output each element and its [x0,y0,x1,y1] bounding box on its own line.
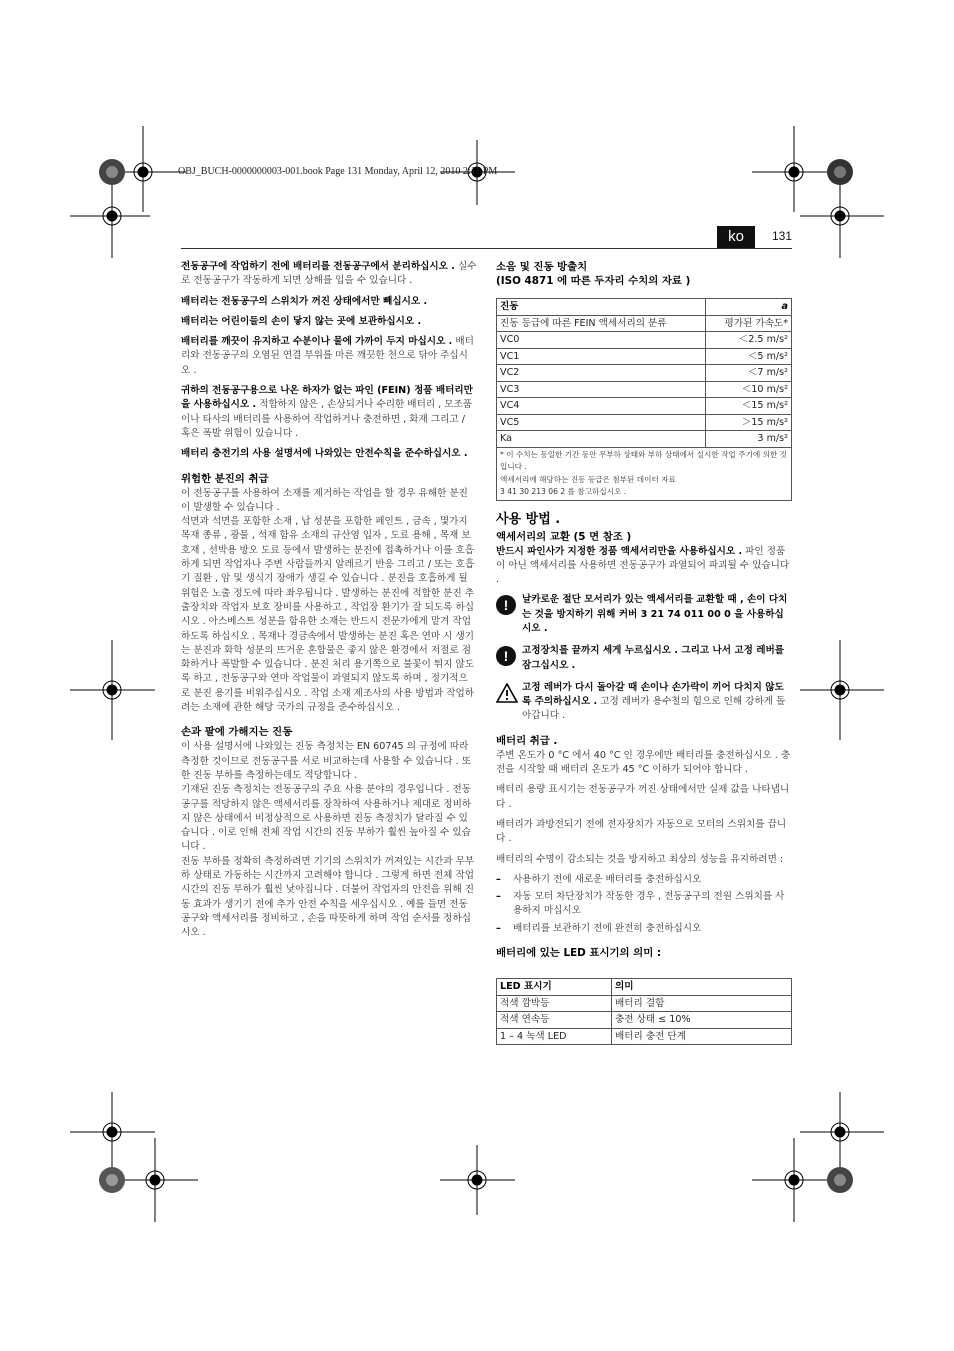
section-heading-usage: 사용 방법 . [496,511,561,527]
table-header-cell: 진동 [497,299,706,316]
body-paragraph: 주변 온도가 0 °C 에서 40 °C 인 경우에만 배터리를 충전하십시오 . 충전을 시작할 때 배터리 온도가 45 °C 이하가 되어야 합니다 . [496,749,791,776]
table-cell: ＞15 m/s² [705,414,791,431]
table-footnote [497,447,792,500]
body-paragraph: 배터리의 수명이 감소되는 것을 방지하고 최상의 성능을 유지하려면 : [496,853,784,865]
table-row [497,995,792,1012]
warning-triangle-icon [496,683,518,703]
table-cell: 평가된 가속도* [705,315,791,332]
body-paragraph: 석면과 석면을 포함한 소재 , 납 성분을 포함한 페인트 , 금속 , 몇가지 목재 종류 , 광물 , 석재 함유 소재의 규산염 입자 , 도료 용해 , 목재 보호재 , 선박용 방오 도료 등에서 발생하는 분진에 접촉하거나 이를 호흡하게 되면 작업자나 주변 사람들까지 알레르기 반응 그리고 / 또는 호흡기 질환 , 암 및 생식기 장애가 생길 수 있습니다 . 분진을 호흡하게 될 위험은 노출 정도에 따라 좌우됩니다 . 발생하는 분진에 적합한 분진 추출장치와 작업자 보호 장비를 사용하고 , 작업장 환기가 잘 되도록 하십시오 . 아스베스트 성분을 함유한 소재는 반드시 전문가에게 맡겨 작업하도록 하십시오 . 목재나 경금속에서 발생하는 분진 혹은 연마 시 생기는 분진과 화학 성분의 뜨거운 혼합물은 좋지 않은 환경에서 저절로 점화하거나 폭발할 수 있습니다 . 분진 처리 용기쪽으로 불꽃이 튀지 않도록 하고 , 전동공구와 연마 작업물이 과열되지 않도록 하며 , 정기적으로 분진 용기를 비워주십시오 . 작업 소재 제조사의 사용 방법과 작업하려는 소재에 관한 해당 국가의 규정을 준수하십시오 . [181,516,475,714]
warning-block [496,644,792,673]
safety-paragraph: 배터리는 전동공구의 스위치가 꺼진 상태에서만 빼십시오 . [181,295,428,307]
table-row [497,431,792,448]
safety-paragraph: 배터리는 어린이들의 손이 닿지 않는 곳에 보관하십시오 . [181,315,422,327]
table-footnote-row [497,447,792,500]
exclamation-icon: ! [496,646,516,666]
right-column [496,260,792,1045]
safety-paragraph: 배터리 충전기의 사용 설명서에 나와있는 안전수칙을 준수하십시오 . [181,448,468,460]
warning-text: 고정장치를 끝까지 세게 누르십시오 . 그리고 나서 고정 레버를 잠그십시오 . [522,645,785,671]
table-cell: ＜10 m/s² [705,381,791,398]
dash-marker: – [496,922,501,934]
list-item: – 사용하기 전에 새로운 배터리를 충전하십시오 [496,873,792,887]
dash-marker: – [496,891,501,903]
footnote-text: * 이 수치는 동일한 기간 동안 무부하 상태와 부하 상태에서 실시한 작업 주기에 의한 것입니다 . [500,449,787,471]
table-row [497,332,792,349]
section-heading-dust: 위험한 분진의 취급 [181,472,269,485]
section-heading-noise-sub: (ISO 4871 에 따른 두자리 수치의 자료 ) [496,275,691,287]
table-row [497,1012,792,1029]
table-cell: ＜7 m/s² [705,365,791,382]
table-header-cell: LED 표시기 [497,979,612,996]
language-tab: ko [717,226,755,248]
warning-block [496,681,792,724]
dash-marker: – [496,873,501,885]
body-paragraph: 배터리가 과방전되기 전에 전자장치가 자동으로 모터의 스위치를 끕니다 . [496,818,787,845]
table-cell: 1 – 4 녹색 LED [497,1028,612,1045]
table-cell: ＜2.5 m/s² [705,332,791,349]
list-item: – 배터리를 보관하기 전에 완전히 충전하십시오 [496,922,792,936]
table-cell: 적색 연속등 [497,1012,612,1029]
table-row [497,398,792,415]
body-paragraph: 배터리 용량 표시기는 전동공구가 꺼진 상태에서만 실제 값을 나타냅니다 . [496,784,790,810]
page-number: 131 [772,229,793,243]
table-cell: 진동 등급에 따른 FEIN 액세서리의 분류 [497,315,706,332]
section-heading-noise: 소음 및 진동 방출치 [496,261,588,273]
table-cell: 배터리 충전 단계 [612,1028,792,1045]
table-cell: VC3 [497,381,706,398]
table-cell: VC1 [497,348,706,365]
list-item: – 자동 모터 차단장치가 작동한 경우 , 전동공구의 전원 스위치를 사용하지 마십시오 [496,891,785,917]
table-header-cell: 의미 [612,979,792,996]
safety-paragraph: 전동공구에 작업하기 전에 배터리를 전동공구에서 분리하십시오 . 실수로 전동공구가 작동하게 되면 상해를 입을 수 있습니다 . [181,261,477,287]
section-heading-vibration: 손과 팔에 가해지는 진동 [181,726,293,739]
safety-paragraph: 배터리를 깨끗이 유지하고 수분이나 물에 가까이 두지 마십시오 . 배터리와 전동공구의 오염된 연결 부위를 마른 깨끗한 천으로 닦아 주십시오 . [181,336,474,376]
safety-paragraph: 귀하의 전동공구용으로 나온 하자가 없는 파인 (FEIN) 정품 배터리만을 사용하십시오 . 적합하지 않은 , 손상되거나 수리한 배터리 , 모조품이나 타사의 배터리를 사용하여 작업하거나 충전하면 , 화재 그리고 / 혹은 폭발 위험이 있습니다 . [181,385,473,439]
body-paragraph: 이 전동공구를 사용하여 소재를 제거하는 작업을 할 경우 유해한 분진이 발생할 수 있습니다 . [181,487,468,513]
led-table [496,978,792,1045]
table-header-cell: a [705,299,791,316]
body-paragraph: 반드시 파인사가 지정한 정품 액세서리만을 사용하십시오 . 파인 정품이 아닌 액세서리를 사용하면 전동공구가 과열되어 파괴될 수 있습니다 . [496,545,790,586]
body-paragraph: 기재된 진동 측정치는 전동공구의 주요 사용 분야의 경우입니다 . 전동공구를 적당하지 않은 액세서리를 장착하여 사용하거나 제대로 정비하지 않은 상태에서 비정상적으로 사용하면 진동 측정치가 달라질 수 있습니다 . 이로 인해 전체 작업 시간의 진동 부하가 훨씬 높아질 수 있습니다 . [181,784,472,853]
table-row [497,381,792,398]
body-paragraph: 이 사용 설명서에 나와있는 진동 측정치는 EN 60745 의 규정에 따라 측정한 것이므로 전동공구를 서로 비교하는데 사용할 수 있습니다 . 또한 진동 부하를 측정하는데도 적당합니다 . [181,741,471,781]
table-row [497,365,792,382]
table-cell: ＜15 m/s² [705,398,791,415]
table-cell: ＜5 m/s² [705,348,791,365]
table-cell: Ka [497,431,706,448]
table-cell: 배터리 결함 [612,995,792,1012]
table-cell: 3 m/s² [705,431,791,448]
header-rule [181,248,792,249]
table-cell: VC2 [497,365,706,382]
footnote-text: 액세서리에 해당하는 진동 등급은 첨부된 데이터 자료 [500,474,676,484]
exclamation-icon: ! [496,595,516,615]
table-cell: 충전 상태 ≤ 10% [612,1012,792,1029]
table-cell: 적색 깜박등 [497,995,612,1012]
file-header-line: OBJ_BUCH-0000000003-001.book Page 131 Monday, April 12, 2010 2:11 PM [178,166,498,177]
table-row [497,348,792,365]
vibration-table [496,298,792,501]
warning-block [496,593,792,636]
table-cell: VC5 [497,414,706,431]
table-cell: VC0 [497,332,706,349]
table-row [497,414,792,431]
warning-text: 고정 레버가 다시 돌아갈 때 손이나 손가락이 끼어 다치지 않도록 주의하십시오 . 고정 레버가 용수철의 힘으로 인해 강하게 돌아갑니다 . [522,681,786,722]
section-heading-led: 배터리에 있는 LED 표시기의 의미 : [496,947,662,960]
table-row [497,1028,792,1045]
left-column [181,260,477,946]
body-paragraph: 진동 부하를 정확히 측정하려면 기기의 스위치가 꺼져있는 시간과 무부하 상태로 가동하는 시간까지 고려해야 합니다 . 그렇게 하면 전체 작업 시간의 진동 부하가 훨씬 낮아집니다 . 더불어 작업자의 안전을 위해 진동 효과가 생기기 전에 추가 안전 수칙을 세우십시오 . 예를 들면 전동공구와 액세서리를 정비하고 , 손을 따뜻하게 하며 작업 순서를 정하십시오 . [181,855,475,939]
table-cell: VC4 [497,398,706,415]
section-heading-accessory: 액세서리의 교환 (5 면 참조 ) [496,530,632,543]
footnote-text: 3 41 30 213 06 2 를 참고하십시오 . [500,487,627,496]
warning-text: 날카로운 절단 모서리가 있는 액세서리를 교환할 때 , 손이 다치는 것을 방지하기 위해 커버 3 21 74 011 00 0 을 사용하십시오 . [522,594,788,634]
section-heading-battery: 배터리 취급 . [496,734,558,747]
